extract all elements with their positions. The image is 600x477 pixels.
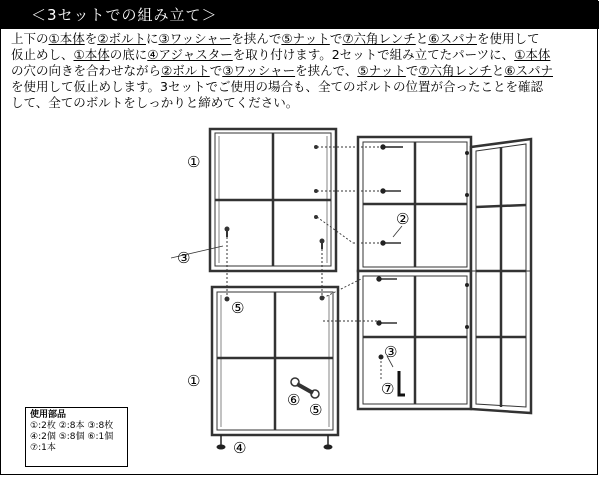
- parts-list-title: 使用部品: [30, 410, 67, 420]
- instruction-segment: で: [405, 63, 419, 78]
- instruction-segment: を使用して仮止めします。3セットでご使用の場合も、全てのボルトの位置が合ったことを確認: [11, 79, 543, 94]
- part-reference: ②ボルト: [161, 63, 210, 78]
- instruction-segment: に: [145, 31, 159, 46]
- part-reference: ①本体: [73, 47, 110, 62]
- left-top-panel: [210, 129, 336, 271]
- parts-list-row: ④:2個 ⑤:8個 ⑥:1個: [30, 432, 114, 442]
- instruction-segment: を挟んで、: [295, 63, 358, 78]
- parts-list: [25, 407, 128, 467]
- instruction-segment: 仮止めし、: [11, 47, 74, 62]
- callout-1-bottom: ①: [187, 372, 201, 390]
- callout-3-left: ③: [177, 249, 191, 267]
- instruction-segment: を取り付けます。2セットで組み立てたパーツに、: [232, 47, 515, 62]
- section-header: ＜3セットでの組み立て＞: [1, 1, 599, 29]
- instruction-segment: を: [84, 31, 98, 46]
- part-reference: ①本体: [514, 47, 551, 62]
- part-reference: ⑥スパナ: [504, 63, 553, 78]
- instruction-segment: と: [415, 31, 429, 46]
- instruction-segment: 上下の: [11, 31, 49, 46]
- callout-4: ④: [233, 439, 247, 457]
- callout-5-bottom: ⑤: [309, 401, 323, 419]
- part-reference: ⑥スパナ: [428, 31, 477, 46]
- instruction-segment: の穴の向きを合わせながら: [11, 63, 162, 78]
- instruction-segment: の底に: [109, 47, 148, 62]
- part-reference: ⑤ナット: [357, 63, 406, 78]
- instruction-segment: を使用して: [476, 31, 540, 46]
- part-reference: ⑤ナット: [281, 31, 330, 46]
- callout-2: ②: [396, 210, 410, 228]
- part-reference: ④アジャスター: [147, 47, 233, 62]
- callout-7: ⑦: [381, 380, 395, 398]
- assembly-diagram: [1, 1, 599, 476]
- callout-1-top: ①: [187, 153, 201, 171]
- callout-6: ⑥: [287, 391, 301, 409]
- instruction-segment: と: [491, 63, 505, 78]
- part-reference: ③ワッシャー: [158, 31, 232, 46]
- part-reference: ⑦六角レンチ: [418, 63, 492, 78]
- parts-list-row: ①:2枚 ②:8本 ③:8枚: [30, 421, 114, 431]
- part-reference: ⑦六角レンチ: [342, 31, 416, 46]
- part-reference: ②ボルト: [97, 31, 146, 46]
- instruction-segment: で: [209, 63, 223, 78]
- parts-list-row: ⑦:1本: [30, 443, 56, 453]
- callout-5-left: ⑤: [231, 299, 245, 317]
- right-assembly: [358, 137, 531, 413]
- callout-3-right: ③: [384, 343, 398, 361]
- instruction-segment: で: [329, 31, 343, 46]
- part-reference: ①本体: [48, 31, 85, 46]
- instruction-segment: して、全てのボルトをしっかりと締めてください。: [11, 95, 299, 110]
- instruction-segment: を挟んで: [231, 31, 282, 46]
- part-reference: ③ワッシャー: [222, 63, 296, 78]
